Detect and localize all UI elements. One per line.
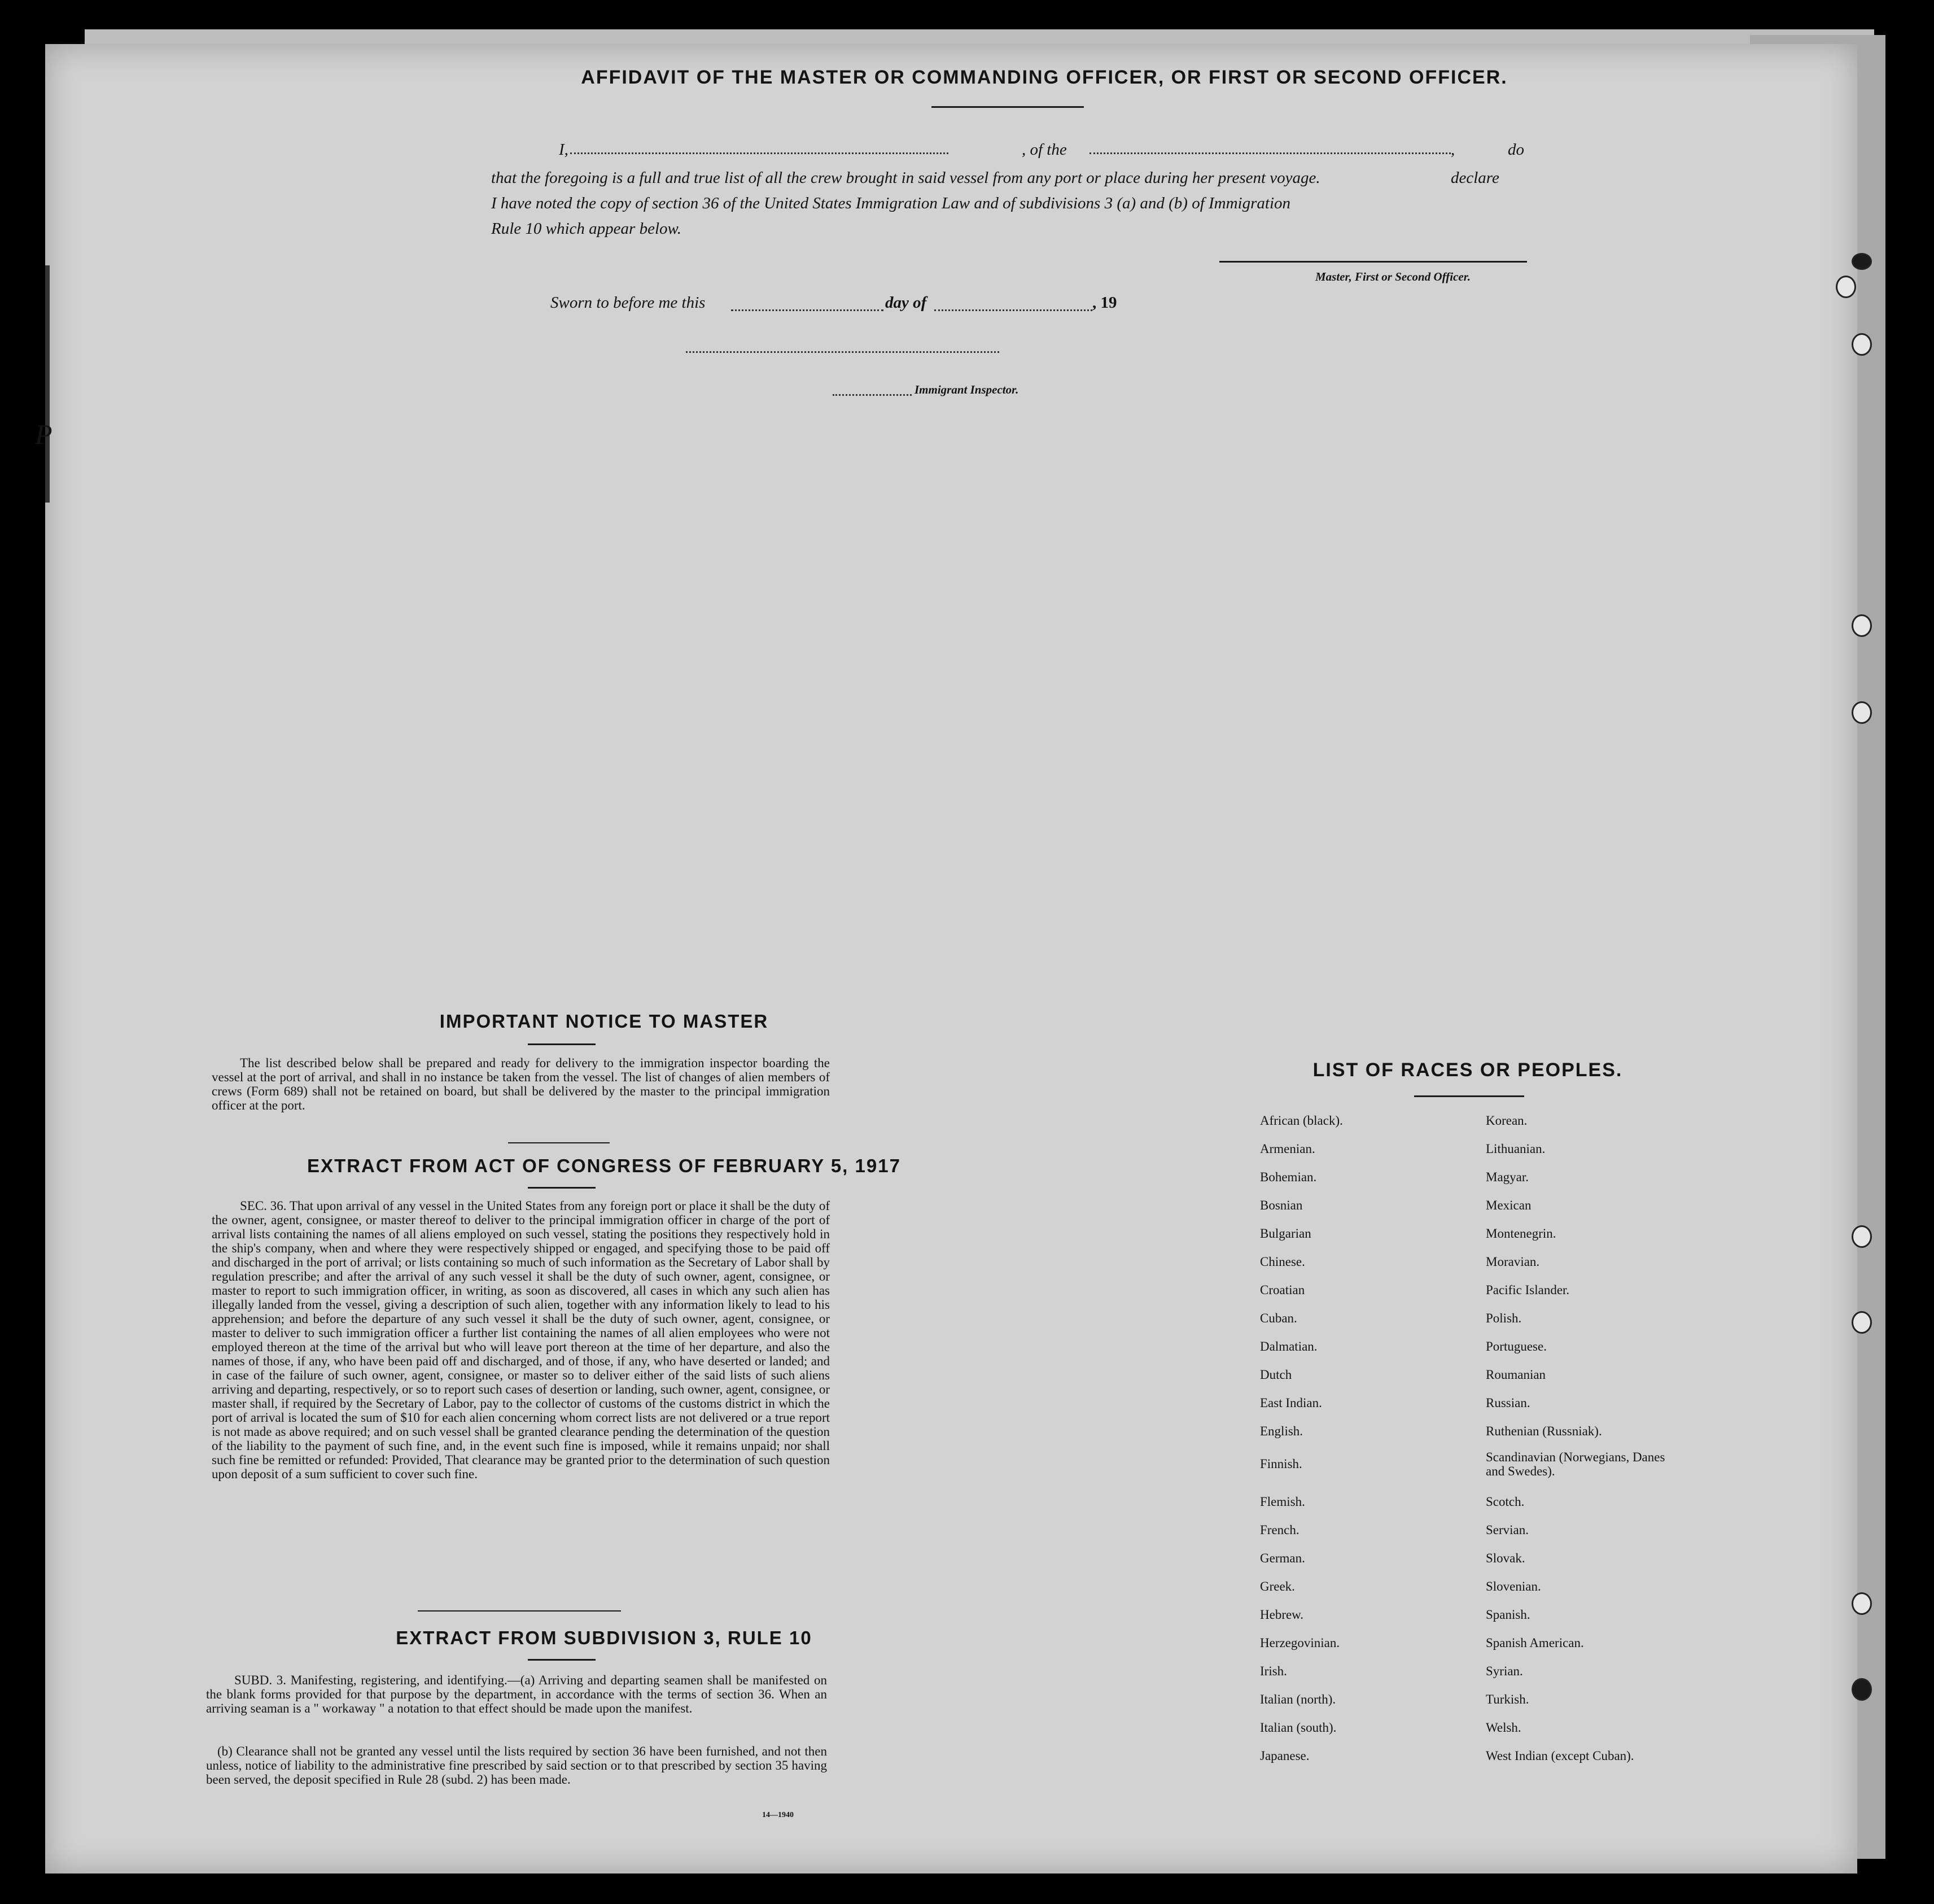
race-item: East Indian.: [1260, 1396, 1322, 1410]
binder-hole: [1852, 253, 1872, 270]
race-item: Korean.: [1486, 1113, 1528, 1128]
race-item: Roumanian: [1486, 1368, 1546, 1382]
race-item: Welsh.: [1486, 1720, 1521, 1735]
extract-act-body: SEC. 36. That upon arrival of any vessel in the United States from any foreign port or place it shall be the duty of the owner, agent, consignee, or master thereof to deliver to the principal immigration officer in charge of the port of arrival lists containing the names of all aliens employed on such vessel, stating the positions they respectively hold in the ship's company, when and where they were respectively shipped or engaged, and specifying those to be paid off and discharged in the port of arrival; or lists containing so much of such information as the Secretary of Labor shall by regulation prescribe; and after the arrival of any such vessel it shall be the duty of such owner, agent, consignee, or master to report to such immigration officer, in writing, as soon as discovered, all cases in which any such alien has illegally landed from the vessel, giving a description of such alien, together with any information likely to lead to his apprehension; and before the departure of any such vessel it shall be the duty of such owner, agent, consignee, or master to deliver to such immigration officer a further list containing the names of all alien employees who were not employed thereon at the time of the arrival but who will leave port thereon at the time of her departure, and also the names of those, if any, who have been paid off and discharged, and of those, if any, who have deserted or landed; and in case of the failure of such owner, agent, consignee, or master so to deliver either of the said lists of such aliens arriving and departing, respectively, or so to report such cases of desertion or landing, such owner, agent, consignee, or master shall, if required by the Secretary of Labor, pay to the collector of customs of the customs district in which the port of arrival is located the sum of $10 for each alien concerning whom correct lists are not delivered or a true report is not made as above required; and on such vessel shall be granted clearance pending the determination of the question of the liability to the payment of such fine, and, in the event such fine is imposed, while it remains unpaid; nor shall such fine be remitted or refunded: Provided, That clearance may be granted prior to the determination of such question upon deposit of a sum sufficient to cover such fine.: [212, 1199, 830, 1481]
margin-handwriting: P: [35, 418, 52, 450]
race-item: Bulgarian: [1260, 1226, 1311, 1241]
race-item: West Indian (except Cuban).: [1486, 1749, 1634, 1763]
race-item: Italian (south).: [1260, 1720, 1337, 1735]
race-item: Scotch.: [1486, 1495, 1525, 1509]
race-item: Spanish American.: [1486, 1636, 1584, 1650]
race-item: Herzegovinian.: [1260, 1636, 1340, 1650]
binder-hole: [1852, 1678, 1872, 1701]
race-item: Ruthenian (Russniak).: [1486, 1424, 1602, 1438]
notice-underline: [528, 1043, 596, 1045]
binder-hole: [1852, 701, 1872, 724]
race-item: Mexican: [1486, 1198, 1532, 1212]
binder-hole: [1852, 333, 1872, 356]
affidavit-line2: that the foregoing is a full and true list of all the crew brought in said vessel from any port or place during her present voyage.: [491, 169, 1320, 187]
extract-act-title: EXTRACT FROM ACT OF CONGRESS OF FEBRUARY 5, 1917: [307, 1155, 901, 1176]
affidavit-title: AFFIDAVIT OF THE MASTER OR COMMANDING OFFICER, OR FIRST OR SECOND OFFICER.: [581, 67, 1508, 88]
sworn-day-of: day of: [885, 294, 927, 312]
races-underline: [1414, 1095, 1524, 1097]
name-blank[interactable]: [570, 152, 948, 154]
race-item: Dalmatian.: [1260, 1339, 1318, 1353]
race-item: Turkish.: [1486, 1692, 1529, 1706]
binder-hole: [1852, 1225, 1872, 1248]
race-item: Greek.: [1260, 1579, 1295, 1593]
race-item: German.: [1260, 1551, 1305, 1565]
binder-hole: [1852, 614, 1872, 637]
race-item: Japanese.: [1260, 1749, 1310, 1763]
inspector-caption: Immigrant Inspector.: [915, 383, 1019, 396]
race-item: Armenian.: [1260, 1142, 1315, 1156]
race-item: Flemish.: [1260, 1495, 1305, 1509]
races-title: LIST OF RACES OR PEOPLES.: [1312, 1059, 1623, 1081]
race-item: Irish.: [1260, 1664, 1287, 1678]
race-item: Servian.: [1486, 1523, 1529, 1537]
race-item: Pacific Islander.: [1486, 1283, 1570, 1297]
race-item: Slovenian.: [1486, 1579, 1541, 1593]
master-caption: Master, First or Second Officer.: [1315, 270, 1471, 283]
divider: [418, 1610, 621, 1612]
race-item: Polish.: [1486, 1311, 1522, 1325]
notice-body: The list described below shall be prepared and ready for delivery to the immigration inspector boarding the vessel at the port of arrival, and shall in no instance be taken from the vessel. The list of changes of alien members of crews (Form 689) shall not be retained on board, but shall be delivered by the master to the principal immigration officer at the port.: [212, 1056, 830, 1112]
race-item: Moravian.: [1486, 1255, 1540, 1269]
signature-line-master[interactable]: [1219, 261, 1527, 263]
vessel-blank[interactable]: [1089, 152, 1451, 154]
race-item: Lithuanian.: [1486, 1142, 1546, 1156]
race-item: Cuban.: [1260, 1311, 1297, 1325]
label-of-the: , of the: [1022, 141, 1067, 159]
inspector-blank[interactable]: [833, 394, 912, 396]
binder-hole: [1836, 276, 1856, 298]
affidavit-line3: I have noted the copy of section 36 of the United States Immigration Law and of subdivisions 3 (a) and (b) of Immigration: [491, 194, 1291, 212]
race-item: Spanish.: [1486, 1608, 1530, 1622]
affidavit-line4: Rule 10 which appear below.: [491, 220, 681, 238]
sworn-prefix: Sworn to before me this: [550, 294, 706, 312]
title-underline: [931, 106, 1084, 108]
document-page: [45, 44, 1857, 1874]
race-item: Bohemian.: [1260, 1170, 1317, 1184]
notice-title: IMPORTANT NOTICE TO MASTER: [439, 1011, 769, 1032]
extract-act-underline: [528, 1187, 596, 1189]
race-item: Russian.: [1486, 1396, 1530, 1410]
race-item: Hebrew.: [1260, 1608, 1304, 1622]
race-item: Finnish.: [1260, 1457, 1302, 1471]
extract-rule-body-a: SUBD. 3. Manifesting, registering, and identifying.—(a) Arriving and departing seamen shall be manifested on the blank forms provided for that purpose by the department, in accordance with the terms of section 36. When an arriving seaman is a " workaway " a notation to that effect should be made upon the manifest.: [206, 1673, 827, 1715]
sworn-day-blank[interactable]: [731, 309, 883, 311]
race-item: Bosnian: [1260, 1198, 1303, 1212]
binder-hole: [1852, 1592, 1872, 1615]
extract-rule-underline: [528, 1659, 596, 1661]
race-item: African (black).: [1260, 1113, 1343, 1128]
sworn-year: , 19: [1092, 294, 1117, 312]
race-item: Portuguese.: [1486, 1339, 1547, 1353]
race-item: Slovak.: [1486, 1551, 1525, 1565]
race-item: French.: [1260, 1523, 1299, 1537]
inspector-signature-line[interactable]: [686, 351, 999, 353]
race-item: Syrian.: [1486, 1664, 1523, 1678]
divider: [508, 1142, 610, 1143]
label-do-declare: , do declare: [1451, 141, 1524, 187]
race-item: Magyar.: [1486, 1170, 1529, 1184]
race-item: Chinese.: [1260, 1255, 1305, 1269]
race-item: Croatian: [1260, 1283, 1305, 1297]
race-item: Montenegrin.: [1486, 1226, 1556, 1241]
race-item: Italian (north).: [1260, 1692, 1336, 1706]
sworn-month-blank[interactable]: [934, 309, 1092, 311]
race-item: English.: [1260, 1424, 1303, 1438]
extract-rule-title: EXTRACT FROM SUBDIVISION 3, RULE 10: [396, 1627, 812, 1648]
form-number: 14—1940: [762, 1811, 794, 1819]
margin-rule: [45, 265, 50, 503]
race-item: Scandinavian (Norwegians, Danes and Swedes).: [1486, 1450, 1665, 1478]
extract-rule-body-b: (b) Clearance shall not be granted any vessel until the lists required by section 36 have been furnished, and not then unless, notice of liability to the administrative fine prescribed by said section or to that prescribed by section 35 having been served, the deposit specified in Rule 28 (subd. 2) has been made.: [206, 1744, 827, 1787]
label-i: I,: [559, 141, 568, 159]
binder-hole: [1852, 1311, 1872, 1334]
race-item: Dutch: [1260, 1368, 1292, 1382]
